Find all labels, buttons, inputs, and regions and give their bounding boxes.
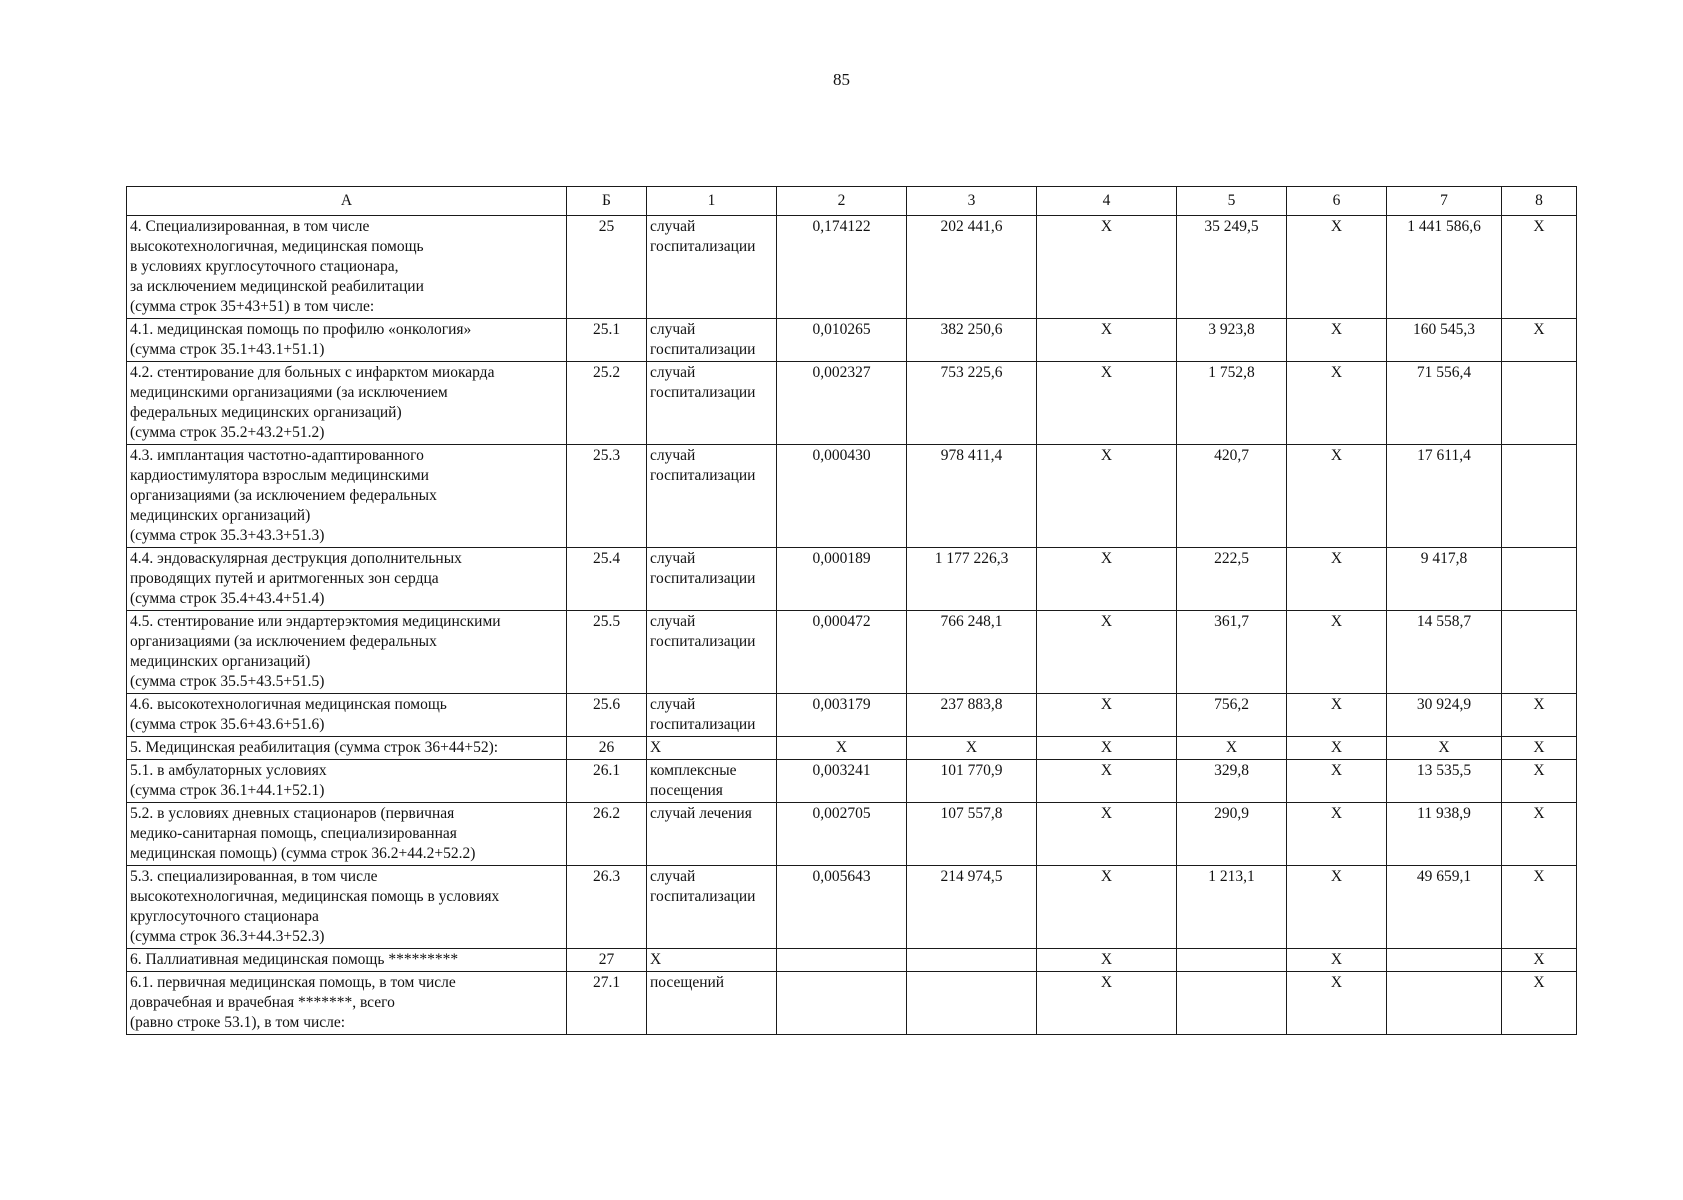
row-number: 27 bbox=[567, 949, 647, 972]
row-unit: случай госпитализации bbox=[647, 445, 777, 548]
cell-col-7: 30 924,9 bbox=[1387, 694, 1502, 737]
cell-col-5: Х bbox=[1177, 737, 1287, 760]
row-number: 26.3 bbox=[567, 866, 647, 949]
cell-col-4: Х bbox=[1037, 972, 1177, 1035]
cell-col-3: Х bbox=[907, 737, 1037, 760]
cell-col-6: Х bbox=[1287, 760, 1387, 803]
row-number: 26.1 bbox=[567, 760, 647, 803]
row-unit: комплексные посещения bbox=[647, 760, 777, 803]
row-unit: случай госпитализации bbox=[647, 319, 777, 362]
header-cell-7: 7 bbox=[1387, 187, 1502, 216]
cell-col-5: 329,8 bbox=[1177, 760, 1287, 803]
cell-col-3: 202 441,6 bbox=[907, 216, 1037, 319]
row-description: 4.6. высокотехнологичная медицинская помощь (сумма строк 35.6+43.6+51.6) bbox=[127, 694, 567, 737]
cell-col-5 bbox=[1177, 972, 1287, 1035]
cell-col-5: 290,9 bbox=[1177, 803, 1287, 866]
cell-col-3: 978 411,4 bbox=[907, 445, 1037, 548]
cell-col-6: Х bbox=[1287, 803, 1387, 866]
table-row bbox=[127, 362, 1577, 445]
cell-col-7: 14 558,7 bbox=[1387, 611, 1502, 694]
header-cell-3: 3 bbox=[907, 187, 1037, 216]
cell-col-4: Х bbox=[1037, 866, 1177, 949]
cell-col-2: 0,003179 bbox=[777, 694, 907, 737]
row-description: 4.1. медицинская помощь по профилю «онкология» (сумма строк 35.1+43.1+51.1) bbox=[127, 319, 567, 362]
cell-col-5: 222,5 bbox=[1177, 548, 1287, 611]
row-unit: случай госпитализации bbox=[647, 694, 777, 737]
table-row bbox=[127, 694, 1577, 737]
cell-col-8: Х bbox=[1502, 803, 1577, 866]
row-number: 25.4 bbox=[567, 548, 647, 611]
cell-col-3: 1 177 226,3 bbox=[907, 548, 1037, 611]
cell-col-6: Х bbox=[1287, 737, 1387, 760]
table-row bbox=[127, 611, 1577, 694]
cell-col-4: Х bbox=[1037, 694, 1177, 737]
row-description: 4.5. стентирование или эндартерэктомия медицинскими организациями (за исключением федеральных медицинских организаций) (сумма строк 35.5+43.5+51.5) bbox=[127, 611, 567, 694]
cell-col-8 bbox=[1502, 362, 1577, 445]
cell-col-6: Х bbox=[1287, 216, 1387, 319]
cell-col-2: 0,002705 bbox=[777, 803, 907, 866]
row-unit: случай госпитализации bbox=[647, 866, 777, 949]
cell-col-2: 0,010265 bbox=[777, 319, 907, 362]
row-number: 25.2 bbox=[567, 362, 647, 445]
cell-col-6: Х bbox=[1287, 548, 1387, 611]
table-row bbox=[127, 949, 1577, 972]
row-unit: случай госпитализации bbox=[647, 548, 777, 611]
cell-col-2: 0,000430 bbox=[777, 445, 907, 548]
table-row bbox=[127, 319, 1577, 362]
cell-col-8: Х bbox=[1502, 949, 1577, 972]
cell-col-4: Х bbox=[1037, 216, 1177, 319]
row-number: 25.5 bbox=[567, 611, 647, 694]
table-row bbox=[127, 548, 1577, 611]
cell-col-8: Х bbox=[1502, 694, 1577, 737]
row-unit: случай госпитализации bbox=[647, 362, 777, 445]
cell-col-3: 214 974,5 bbox=[907, 866, 1037, 949]
cell-col-7 bbox=[1387, 972, 1502, 1035]
row-unit: случай госпитализации bbox=[647, 611, 777, 694]
header-cell-1: 1 bbox=[647, 187, 777, 216]
cell-col-2: 0,003241 bbox=[777, 760, 907, 803]
data-table bbox=[126, 186, 1577, 1035]
row-description: 6.1. первичная медицинская помощь, в том числе доврачебная и врачебная *******, всего (равно строке 53.1), в том числе: bbox=[127, 972, 567, 1035]
cell-col-3 bbox=[907, 949, 1037, 972]
cell-col-6: Х bbox=[1287, 319, 1387, 362]
cell-col-8: Х bbox=[1502, 866, 1577, 949]
row-number: 26 bbox=[567, 737, 647, 760]
table-body bbox=[127, 216, 1577, 1035]
cell-col-8 bbox=[1502, 548, 1577, 611]
row-description: 5. Медицинская реабилитация (сумма строк 36+44+52): bbox=[127, 737, 567, 760]
cell-col-7: 13 535,5 bbox=[1387, 760, 1502, 803]
row-description: 5.2. в условиях дневных стационаров (первичная медико-санитарная помощь, специализированная медицинская помощь) (сумма строк 36.2+44.2+52.2) bbox=[127, 803, 567, 866]
cell-col-8: Х bbox=[1502, 972, 1577, 1035]
cell-col-2: Х bbox=[777, 737, 907, 760]
row-number: 25.6 bbox=[567, 694, 647, 737]
row-number: 26.2 bbox=[567, 803, 647, 866]
cell-col-7: 9 417,8 bbox=[1387, 548, 1502, 611]
row-unit: посещений bbox=[647, 972, 777, 1035]
cell-col-6: Х bbox=[1287, 445, 1387, 548]
table-row bbox=[127, 445, 1577, 548]
cell-col-5: 35 249,5 bbox=[1177, 216, 1287, 319]
cell-col-2: 0,000472 bbox=[777, 611, 907, 694]
cell-col-8 bbox=[1502, 611, 1577, 694]
cell-col-6: Х bbox=[1287, 694, 1387, 737]
header-cell-a: А bbox=[127, 187, 567, 216]
row-description: 5.1. в амбулаторных условиях (сумма строк 36.1+44.1+52.1) bbox=[127, 760, 567, 803]
cell-col-7: Х bbox=[1387, 737, 1502, 760]
cell-col-5: 756,2 bbox=[1177, 694, 1287, 737]
table-row bbox=[127, 972, 1577, 1035]
cell-col-8: Х bbox=[1502, 319, 1577, 362]
table-row bbox=[127, 737, 1577, 760]
cell-col-4: Х bbox=[1037, 611, 1177, 694]
row-description: 4.4. эндоваскулярная деструкция дополнительных проводящих путей и аритмогенных зон сердца (сумма строк 35.4+43.4+51.4) bbox=[127, 548, 567, 611]
cell-col-2 bbox=[777, 972, 907, 1035]
cell-col-4: Х bbox=[1037, 548, 1177, 611]
cell-col-2 bbox=[777, 949, 907, 972]
row-number: 27.1 bbox=[567, 972, 647, 1035]
cell-col-7: 49 659,1 bbox=[1387, 866, 1502, 949]
cell-col-4: Х bbox=[1037, 803, 1177, 866]
table-row bbox=[127, 216, 1577, 319]
table-row bbox=[127, 803, 1577, 866]
cell-col-3: 107 557,8 bbox=[907, 803, 1037, 866]
cell-col-6: Х bbox=[1287, 949, 1387, 972]
row-unit: случай лечения bbox=[647, 803, 777, 866]
row-description: 4.2. стентирование для больных с инфарктом миокарда медицинскими организациями (за исключением федеральных медицинских организаций) (сумма строк 35.2+43.2+51.2) bbox=[127, 362, 567, 445]
cell-col-3: 753 225,6 bbox=[907, 362, 1037, 445]
cell-col-6: Х bbox=[1287, 611, 1387, 694]
cell-col-4: Х bbox=[1037, 760, 1177, 803]
cell-col-5: 361,7 bbox=[1177, 611, 1287, 694]
cell-col-5: 1 213,1 bbox=[1177, 866, 1287, 949]
header-cell-4: 4 bbox=[1037, 187, 1177, 216]
cell-col-4: Х bbox=[1037, 362, 1177, 445]
cell-col-2: 0,005643 bbox=[777, 866, 907, 949]
cell-col-6: Х bbox=[1287, 362, 1387, 445]
row-number: 25.3 bbox=[567, 445, 647, 548]
cell-col-4: Х bbox=[1037, 445, 1177, 548]
table-row bbox=[127, 866, 1577, 949]
cell-col-2: 0,174122 bbox=[777, 216, 907, 319]
cell-col-3: 101 770,9 bbox=[907, 760, 1037, 803]
cell-col-4: Х bbox=[1037, 319, 1177, 362]
cell-col-3 bbox=[907, 972, 1037, 1035]
cell-col-4: Х bbox=[1037, 737, 1177, 760]
cell-col-4: Х bbox=[1037, 949, 1177, 972]
cell-col-2: 0,000189 bbox=[777, 548, 907, 611]
cell-col-7: 11 938,9 bbox=[1387, 803, 1502, 866]
cell-col-5: 420,7 bbox=[1177, 445, 1287, 548]
row-number: 25 bbox=[567, 216, 647, 319]
header-cell-6: 6 bbox=[1287, 187, 1387, 216]
cell-col-6: Х bbox=[1287, 972, 1387, 1035]
cell-col-7: 17 611,4 bbox=[1387, 445, 1502, 548]
row-description: 6. Паллиативная медицинская помощь ********* bbox=[127, 949, 567, 972]
cell-col-3: 237 883,8 bbox=[907, 694, 1037, 737]
cell-col-8 bbox=[1502, 445, 1577, 548]
row-number: 25.1 bbox=[567, 319, 647, 362]
row-description: 4. Специализированная, в том числе высокотехнологичная, медицинская помощь в условиях круглосуточного стационара, за исключением медицинской реабилитации (сумма строк 35+43+51) в том числе: bbox=[127, 216, 567, 319]
cell-col-7: 71 556,4 bbox=[1387, 362, 1502, 445]
cell-col-3: 382 250,6 bbox=[907, 319, 1037, 362]
cell-col-6: Х bbox=[1287, 866, 1387, 949]
cell-col-5: 3 923,8 bbox=[1177, 319, 1287, 362]
page-number: 85 bbox=[833, 70, 850, 89]
row-description: 4.3. имплантация частотно-адаптированного кардиостимулятора взрослым медицинскими организациями (за исключением федеральных медицинских организаций) (сумма строк 35.3+43.3+51.3) bbox=[127, 445, 567, 548]
table-row bbox=[127, 760, 1577, 803]
cell-col-8: Х bbox=[1502, 760, 1577, 803]
cell-col-7: 160 545,3 bbox=[1387, 319, 1502, 362]
cell-col-8: Х bbox=[1502, 216, 1577, 319]
header-cell-b: Б bbox=[567, 187, 647, 216]
cell-col-8: Х bbox=[1502, 737, 1577, 760]
header-cell-5: 5 bbox=[1177, 187, 1287, 216]
row-unit: Х bbox=[647, 949, 777, 972]
cell-col-3: 766 248,1 bbox=[907, 611, 1037, 694]
cell-col-5: 1 752,8 bbox=[1177, 362, 1287, 445]
cell-col-7: 1 441 586,6 bbox=[1387, 216, 1502, 319]
header-row bbox=[127, 187, 1577, 216]
row-unit: Х bbox=[647, 737, 777, 760]
row-unit: случай госпитализации bbox=[647, 216, 777, 319]
cell-col-2: 0,002327 bbox=[777, 362, 907, 445]
row-description: 5.3. специализированная, в том числе высокотехнологичная, медицинская помощь в условиях круглосуточного стационара (сумма строк 36.3+44.3+52.3) bbox=[127, 866, 567, 949]
header-cell-8: 8 bbox=[1502, 187, 1577, 216]
cell-col-7 bbox=[1387, 949, 1502, 972]
header-cell-2: 2 bbox=[777, 187, 907, 216]
cell-col-5 bbox=[1177, 949, 1287, 972]
